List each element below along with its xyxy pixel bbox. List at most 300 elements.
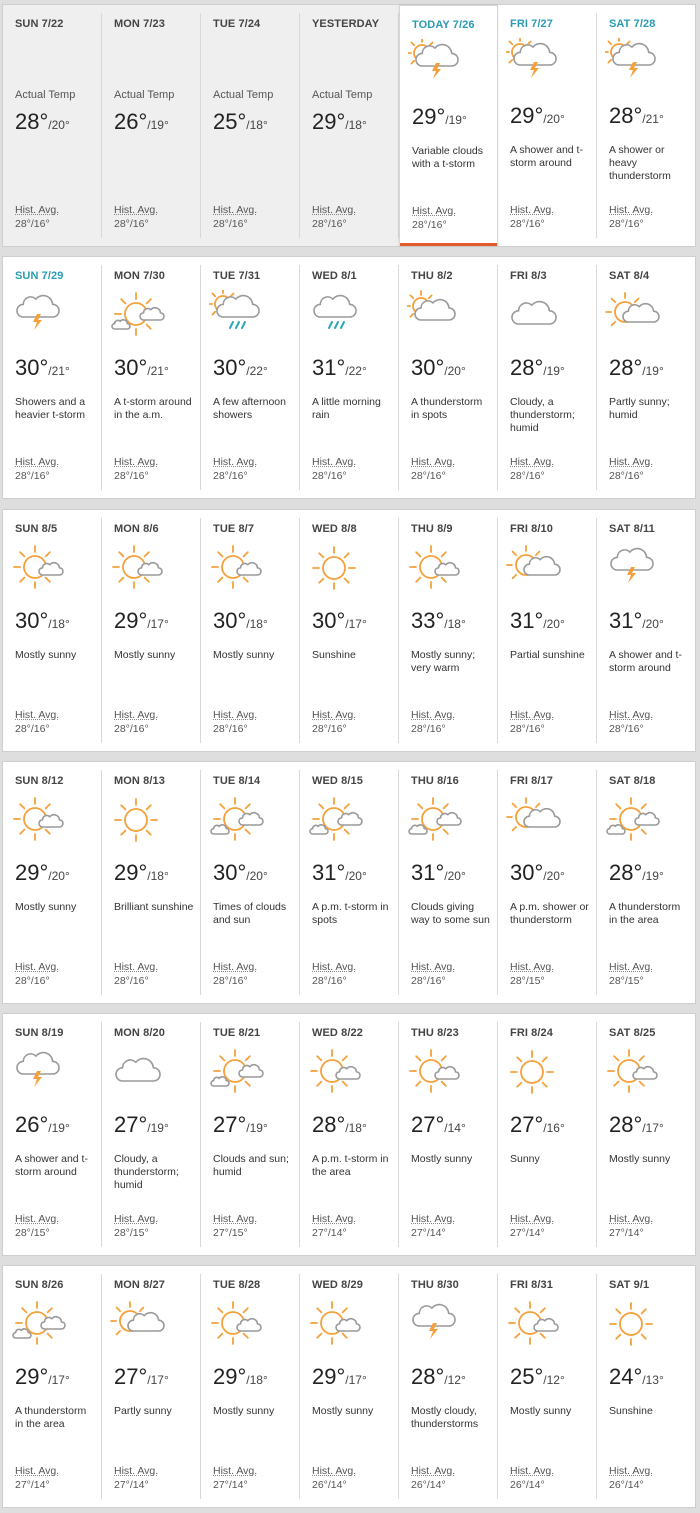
day-cell[interactable] bbox=[3, 257, 102, 498]
mostly-sunny-icon bbox=[209, 543, 261, 593]
low-temp: /17° bbox=[147, 1373, 169, 1387]
high-temp: 28° bbox=[609, 103, 643, 128]
hist-avg-label: Hist. Avg. bbox=[510, 456, 555, 468]
forecast-phrase: A little morning rain bbox=[312, 396, 381, 421]
high-temp: 29° bbox=[312, 109, 346, 134]
hist-avg-value: 28°/16° bbox=[312, 470, 347, 482]
high-temp: 27° bbox=[411, 1112, 445, 1137]
forecast-phrase: Mostly sunny bbox=[312, 1405, 374, 1417]
hist-avg-label: Hist. Avg. bbox=[411, 961, 456, 973]
day-label: SUN 8/19 bbox=[15, 1027, 64, 1039]
sun-two-clouds-icon bbox=[209, 1047, 261, 1097]
high-temp: 24° bbox=[609, 1364, 643, 1389]
low-temp: /18° bbox=[345, 1121, 367, 1135]
day-cell[interactable] bbox=[597, 257, 696, 498]
historical-average bbox=[15, 708, 59, 736]
day-cell[interactable] bbox=[3, 1266, 102, 1507]
historical-average bbox=[213, 960, 257, 988]
partly-sunny-icon bbox=[110, 1299, 162, 1349]
day-label: SAT 8/11 bbox=[609, 523, 655, 535]
forecast-phrase: Cloudy, a thunderstorm; humid bbox=[510, 396, 575, 434]
sun-two-clouds-icon bbox=[308, 795, 360, 845]
low-temp: /20° bbox=[48, 869, 70, 883]
hist-avg-value: 28°/16° bbox=[15, 975, 50, 987]
day-label: WED 8/15 bbox=[312, 775, 363, 787]
hist-avg-value: 27°/14° bbox=[213, 1479, 248, 1491]
temperature bbox=[411, 355, 466, 381]
high-temp: 25° bbox=[510, 1364, 544, 1389]
day-label: FRI 8/24 bbox=[510, 1027, 553, 1039]
hist-avg-label: Hist. Avg. bbox=[312, 1465, 357, 1477]
forecast-phrase: Mostly sunny bbox=[213, 649, 275, 661]
hist-avg-label: Hist. Avg. bbox=[411, 709, 456, 721]
temperature bbox=[213, 355, 268, 381]
hist-avg-label: Hist. Avg. bbox=[411, 1213, 456, 1225]
temperature bbox=[312, 860, 367, 886]
day-label: TUE 8/14 bbox=[213, 775, 261, 787]
day-cell[interactable] bbox=[597, 510, 696, 751]
temperature bbox=[312, 608, 367, 634]
high-temp: 31° bbox=[411, 860, 445, 885]
low-temp: /19° bbox=[147, 118, 169, 132]
low-temp: /17° bbox=[345, 1373, 367, 1387]
low-temp: /21° bbox=[147, 364, 169, 378]
forecast-phrase: A shower and t-storm around bbox=[609, 649, 682, 674]
hist-avg-value: 28°/16° bbox=[15, 470, 50, 482]
mostly-sunny-icon bbox=[110, 543, 162, 593]
hist-avg-label: Hist. Avg. bbox=[213, 709, 258, 721]
hist-avg-label: Hist. Avg. bbox=[15, 709, 60, 721]
day-label: SUN 8/12 bbox=[15, 775, 64, 787]
high-temp: 30° bbox=[510, 860, 544, 885]
day-cell[interactable] bbox=[201, 510, 300, 751]
hist-avg-value: 28°/16° bbox=[510, 470, 545, 482]
forecast-phrase: Variable clouds with a t-storm bbox=[412, 145, 484, 170]
high-temp: 30° bbox=[15, 355, 49, 380]
temperature bbox=[114, 860, 169, 886]
low-temp: /19° bbox=[147, 1121, 169, 1135]
day-cell[interactable] bbox=[300, 1266, 399, 1507]
high-temp: 31° bbox=[609, 608, 643, 633]
sun-icon bbox=[605, 1299, 657, 1349]
temperature bbox=[114, 608, 169, 634]
day-cell[interactable] bbox=[3, 1014, 102, 1255]
forecast-phrase: Times of clouds and sun bbox=[213, 901, 287, 926]
forecast-phrase: Mostly sunny bbox=[15, 901, 77, 913]
actual-temp-label: Actual Temp bbox=[15, 89, 76, 101]
low-temp: /18° bbox=[345, 118, 367, 132]
high-temp: 29° bbox=[114, 860, 148, 885]
day-label: TODAY 7/26 bbox=[412, 19, 475, 31]
day-cell[interactable] bbox=[201, 257, 300, 498]
day-cell[interactable] bbox=[3, 5, 102, 246]
high-temp: 27° bbox=[114, 1112, 148, 1137]
low-temp: /19° bbox=[642, 364, 664, 378]
temperature bbox=[213, 109, 268, 135]
day-cell[interactable] bbox=[498, 1266, 597, 1507]
high-temp: 29° bbox=[114, 608, 148, 633]
hist-avg-label: Hist. Avg. bbox=[609, 1465, 654, 1477]
sun-cloud-rain-icon bbox=[209, 290, 261, 340]
historical-average bbox=[114, 1464, 158, 1492]
day-cell[interactable] bbox=[498, 1014, 597, 1255]
day-label: WED 8/22 bbox=[312, 1027, 363, 1039]
low-temp: /12° bbox=[444, 1373, 466, 1387]
hist-avg-label: Hist. Avg. bbox=[510, 961, 555, 973]
cloud-icon bbox=[506, 290, 558, 340]
historical-average bbox=[609, 1212, 653, 1240]
day-cell[interactable] bbox=[201, 1014, 300, 1255]
hist-avg-label: Hist. Avg. bbox=[609, 1213, 654, 1225]
low-temp: /18° bbox=[246, 617, 268, 631]
day-cell[interactable] bbox=[102, 762, 201, 1003]
historical-average bbox=[213, 1212, 257, 1240]
today-indicator-bar bbox=[400, 243, 497, 246]
historical-average bbox=[411, 1212, 455, 1240]
historical-average bbox=[411, 455, 455, 483]
forecast-phrase: Sunshine bbox=[609, 1405, 653, 1417]
day-cell[interactable] bbox=[102, 5, 201, 246]
temperature bbox=[213, 1364, 268, 1390]
hist-avg-value: 28°/15° bbox=[510, 975, 545, 987]
sun-cloud-storm-icon bbox=[605, 38, 657, 88]
temperature bbox=[312, 1364, 367, 1390]
hist-avg-value: 28°/16° bbox=[312, 975, 347, 987]
day-label: FRI 8/10 bbox=[510, 523, 553, 535]
historical-average bbox=[609, 708, 653, 736]
historical-average bbox=[213, 1464, 257, 1492]
forecast-week-row bbox=[2, 256, 696, 499]
day-cell[interactable] bbox=[399, 5, 498, 246]
day-cell[interactable] bbox=[102, 510, 201, 751]
forecast-phrase: Mostly sunny bbox=[114, 649, 176, 661]
day-cell[interactable] bbox=[498, 510, 597, 751]
day-cell[interactable] bbox=[597, 762, 696, 1003]
sun-two-clouds-icon bbox=[11, 1299, 63, 1349]
day-cell[interactable] bbox=[399, 257, 498, 498]
day-label: THU 8/23 bbox=[411, 1027, 459, 1039]
historical-average bbox=[312, 1212, 356, 1240]
temperature bbox=[609, 608, 664, 634]
day-label: THU 8/2 bbox=[411, 270, 453, 282]
temperature bbox=[114, 355, 169, 381]
low-temp: /18° bbox=[246, 1373, 268, 1387]
mostly-sunny-icon bbox=[11, 795, 63, 845]
day-label: SAT 8/25 bbox=[609, 1027, 656, 1039]
hist-avg-value: 28°/16° bbox=[609, 723, 644, 735]
hist-avg-label: Hist. Avg. bbox=[609, 961, 654, 973]
forecast-phrase: Mostly sunny bbox=[15, 649, 77, 661]
historical-average bbox=[15, 203, 59, 231]
historical-average bbox=[312, 1464, 356, 1492]
day-cell[interactable] bbox=[201, 762, 300, 1003]
day-cell[interactable] bbox=[498, 762, 597, 1003]
hist-avg-label: Hist. Avg. bbox=[411, 456, 456, 468]
forecast-phrase: A shower and t-storm around bbox=[15, 1153, 88, 1178]
historical-average bbox=[213, 708, 257, 736]
day-cell[interactable] bbox=[102, 1266, 201, 1507]
forecast-phrase: Sunshine bbox=[312, 649, 356, 661]
hist-avg-value: 28°/16° bbox=[213, 470, 248, 482]
temperature bbox=[510, 860, 565, 886]
historical-average bbox=[114, 960, 158, 988]
day-label: WED 8/8 bbox=[312, 523, 357, 535]
high-temp: 33° bbox=[411, 608, 445, 633]
temperature bbox=[411, 860, 466, 886]
low-temp: /20° bbox=[642, 617, 664, 631]
forecast-phrase: A shower or heavy thunderstorm bbox=[609, 144, 671, 182]
hist-avg-value: 28°/16° bbox=[609, 218, 644, 230]
hist-avg-label: Hist. Avg. bbox=[213, 204, 258, 216]
forecast-week-row bbox=[2, 1013, 696, 1256]
historical-average bbox=[411, 1464, 455, 1492]
cloud-storm-icon bbox=[11, 290, 63, 340]
day-label: TUE 7/24 bbox=[213, 18, 261, 30]
sun-cloud-storm-icon bbox=[506, 38, 558, 88]
day-cell[interactable] bbox=[498, 5, 597, 246]
high-temp: 29° bbox=[412, 104, 446, 129]
high-temp: 31° bbox=[312, 860, 346, 885]
hist-avg-value: 27°/14° bbox=[510, 1227, 545, 1239]
low-temp: /19° bbox=[642, 869, 664, 883]
historical-average bbox=[15, 455, 59, 483]
hist-avg-value: 28°/15° bbox=[609, 975, 644, 987]
hist-avg-value: 28°/16° bbox=[114, 470, 149, 482]
high-temp: 30° bbox=[114, 355, 148, 380]
hist-avg-label: Hist. Avg. bbox=[213, 1213, 258, 1225]
day-cell[interactable] bbox=[300, 510, 399, 751]
day-cell[interactable] bbox=[300, 762, 399, 1003]
low-temp: /16° bbox=[543, 1121, 565, 1135]
high-temp: 26° bbox=[15, 1112, 49, 1137]
mostly-sunny-icon bbox=[308, 1047, 360, 1097]
day-label: SAT 8/18 bbox=[609, 775, 656, 787]
day-label: TUE 8/21 bbox=[213, 1027, 261, 1039]
temperature bbox=[213, 860, 268, 886]
temperature bbox=[213, 1112, 268, 1138]
forecast-phrase: Brilliant sunshine bbox=[114, 901, 194, 913]
forecast-phrase: Partial sunshine bbox=[510, 649, 585, 661]
forecast-phrase: Clouds giving way to some sun bbox=[411, 901, 490, 926]
day-label: SAT 9/1 bbox=[609, 1279, 650, 1291]
historical-average bbox=[510, 708, 554, 736]
hist-avg-value: 28°/16° bbox=[609, 470, 644, 482]
day-label: SUN 7/22 bbox=[15, 18, 64, 30]
partly-sunny-icon bbox=[605, 290, 657, 340]
forecast-week-row bbox=[2, 1265, 696, 1508]
forecast-phrase: Mostly sunny bbox=[411, 1153, 473, 1165]
high-temp: 30° bbox=[213, 860, 247, 885]
day-label: MON 8/27 bbox=[114, 1279, 165, 1291]
low-temp: /17° bbox=[48, 1373, 70, 1387]
low-temp: /18° bbox=[246, 118, 268, 132]
temperature bbox=[15, 1112, 70, 1138]
hist-avg-label: Hist. Avg. bbox=[15, 456, 60, 468]
high-temp: 28° bbox=[609, 860, 643, 885]
actual-temp-label: Actual Temp bbox=[114, 89, 175, 101]
day-label: SAT 7/28 bbox=[609, 18, 656, 30]
historical-average bbox=[510, 960, 554, 988]
forecast-phrase: Partly sunny; humid bbox=[609, 396, 670, 421]
forecast-phrase: A few afternoon showers bbox=[213, 396, 286, 421]
forecast-phrase: Mostly sunny; very warm bbox=[411, 649, 476, 674]
hist-avg-value: 28°/16° bbox=[114, 218, 149, 230]
hist-avg-label: Hist. Avg. bbox=[312, 961, 357, 973]
temperature bbox=[510, 608, 565, 634]
high-temp: 28° bbox=[609, 355, 643, 380]
hist-avg-label: Hist. Avg. bbox=[213, 961, 258, 973]
day-cell[interactable] bbox=[201, 1266, 300, 1507]
sun-icon bbox=[506, 1047, 558, 1097]
historical-average bbox=[312, 960, 356, 988]
day-label: TUE 7/31 bbox=[213, 270, 261, 282]
cloud-storm-icon bbox=[11, 1047, 63, 1097]
low-temp: /19° bbox=[48, 1121, 70, 1135]
day-cell[interactable] bbox=[597, 5, 696, 246]
hist-avg-label: Hist. Avg. bbox=[609, 709, 654, 721]
forecast-phrase: Mostly cloudy, thunderstorms bbox=[411, 1405, 479, 1430]
hist-avg-label: Hist. Avg. bbox=[15, 961, 60, 973]
hist-avg-label: Hist. Avg. bbox=[312, 1213, 357, 1225]
historical-average bbox=[15, 960, 59, 988]
day-cell[interactable] bbox=[399, 1014, 498, 1255]
day-label: YESTERDAY bbox=[312, 18, 380, 30]
high-temp: 29° bbox=[15, 860, 49, 885]
high-temp: 29° bbox=[213, 1364, 247, 1389]
day-label: THU 8/30 bbox=[411, 1279, 459, 1291]
sun-icon bbox=[110, 795, 162, 845]
day-cell[interactable] bbox=[597, 1266, 696, 1507]
forecast-phrase: A p.m. t-storm in the area bbox=[312, 1153, 389, 1178]
low-temp: /20° bbox=[444, 869, 466, 883]
hist-avg-label: Hist. Avg. bbox=[114, 961, 159, 973]
forecast-week-row bbox=[2, 761, 696, 1004]
hist-avg-value: 28°/16° bbox=[312, 218, 347, 230]
hist-avg-label: Hist. Avg. bbox=[609, 456, 654, 468]
day-cell[interactable] bbox=[3, 510, 102, 751]
forecast-phrase: Cloudy, a thunderstorm; humid bbox=[114, 1153, 179, 1191]
hist-avg-label: Hist. Avg. bbox=[609, 204, 654, 216]
hist-avg-value: 26°/14° bbox=[510, 1479, 545, 1491]
temperature bbox=[15, 608, 70, 634]
forecast-phrase: A t-storm around in the a.m. bbox=[114, 396, 192, 421]
hist-avg-value: 27°/14° bbox=[411, 1227, 446, 1239]
day-cell[interactable] bbox=[399, 762, 498, 1003]
day-cell[interactable] bbox=[300, 257, 399, 498]
forecast-phrase: A shower and t-storm around bbox=[510, 144, 583, 169]
hist-avg-label: Hist. Avg. bbox=[510, 1465, 555, 1477]
cloud-rain-icon bbox=[308, 290, 360, 340]
historical-average bbox=[510, 1212, 554, 1240]
hist-avg-value: 28°/15° bbox=[114, 1227, 149, 1239]
high-temp: 31° bbox=[312, 355, 346, 380]
actual-temp-label: Actual Temp bbox=[312, 89, 373, 101]
day-label: SUN 8/5 bbox=[15, 523, 58, 535]
low-temp: /12° bbox=[543, 1373, 565, 1387]
temperature bbox=[411, 1364, 466, 1390]
forecast-week-row bbox=[2, 4, 696, 247]
forecast-phrase: A thunderstorm in the area bbox=[609, 901, 681, 926]
mostly-sunny-icon bbox=[308, 1299, 360, 1349]
historical-average bbox=[609, 203, 653, 231]
temperature bbox=[312, 1112, 367, 1138]
day-cell[interactable] bbox=[102, 257, 201, 498]
high-temp: 28° bbox=[312, 1112, 346, 1137]
mostly-sunny-icon bbox=[209, 1299, 261, 1349]
day-cell[interactable] bbox=[102, 1014, 201, 1255]
forecast-phrase: Mostly sunny bbox=[609, 1153, 671, 1165]
forecast-phrase: Mostly sunny bbox=[213, 1405, 275, 1417]
day-label: FRI 8/31 bbox=[510, 1279, 553, 1291]
hist-avg-value: 26°/14° bbox=[312, 1479, 347, 1491]
hist-avg-label: Hist. Avg. bbox=[510, 1213, 555, 1225]
hist-avg-value: 26°/14° bbox=[411, 1479, 446, 1491]
day-cell[interactable] bbox=[498, 257, 597, 498]
mostly-sunny-icon bbox=[506, 1299, 558, 1349]
day-label: MON 8/6 bbox=[114, 523, 159, 535]
historical-average bbox=[114, 1212, 158, 1240]
temperature bbox=[15, 860, 70, 886]
day-cell[interactable] bbox=[3, 762, 102, 1003]
temperature bbox=[411, 1112, 466, 1138]
sun-icon bbox=[308, 543, 360, 593]
hist-avg-label: Hist. Avg. bbox=[114, 204, 159, 216]
day-cell[interactable] bbox=[201, 5, 300, 246]
forecast-phrase: Partly sunny bbox=[114, 1405, 172, 1417]
hist-avg-label: Hist. Avg. bbox=[411, 1465, 456, 1477]
day-cell[interactable] bbox=[300, 5, 399, 246]
forecast-phrase: A p.m. t-storm in spots bbox=[312, 901, 389, 926]
temperature bbox=[510, 1364, 565, 1390]
high-temp: 30° bbox=[411, 355, 445, 380]
historical-average bbox=[15, 1212, 59, 1240]
mostly-sunny-icon bbox=[11, 543, 63, 593]
mostly-sunny-icon bbox=[407, 1047, 459, 1097]
day-label: FRI 8/3 bbox=[510, 270, 547, 282]
day-cell[interactable] bbox=[597, 1014, 696, 1255]
low-temp: /22° bbox=[345, 364, 367, 378]
hist-avg-label: Hist. Avg. bbox=[312, 456, 357, 468]
historical-average bbox=[114, 455, 158, 483]
high-temp: 27° bbox=[114, 1364, 148, 1389]
low-temp: /20° bbox=[48, 118, 70, 132]
low-temp: /20° bbox=[345, 869, 367, 883]
forecast-phrase: A p.m. shower or thunderstorm bbox=[510, 901, 589, 926]
high-temp: 27° bbox=[213, 1112, 247, 1137]
mostly-sunny-icon bbox=[605, 1047, 657, 1097]
low-temp: /21° bbox=[642, 112, 664, 126]
low-temp: /19° bbox=[445, 113, 467, 127]
hist-avg-label: Hist. Avg. bbox=[15, 1213, 60, 1225]
partly-sunny-icon bbox=[506, 795, 558, 845]
temperature bbox=[114, 1112, 169, 1138]
historical-average bbox=[312, 203, 356, 231]
hist-avg-value: 28°/16° bbox=[412, 219, 447, 231]
low-temp: /18° bbox=[48, 617, 70, 631]
forecast-phrase: A thunderstorm in spots bbox=[411, 396, 483, 421]
low-temp: /17° bbox=[642, 1121, 664, 1135]
temperature bbox=[609, 103, 664, 129]
day-label: THU 8/9 bbox=[411, 523, 453, 535]
actual-temp-label: Actual Temp bbox=[213, 89, 274, 101]
day-cell[interactable] bbox=[399, 510, 498, 751]
sun-two-clouds-icon bbox=[407, 795, 459, 845]
temperature bbox=[114, 1364, 169, 1390]
day-cell[interactable] bbox=[399, 1266, 498, 1507]
day-cell[interactable] bbox=[300, 1014, 399, 1255]
temperature bbox=[15, 355, 70, 381]
forecast-phrase: A thunderstorm in the area bbox=[15, 1405, 87, 1430]
